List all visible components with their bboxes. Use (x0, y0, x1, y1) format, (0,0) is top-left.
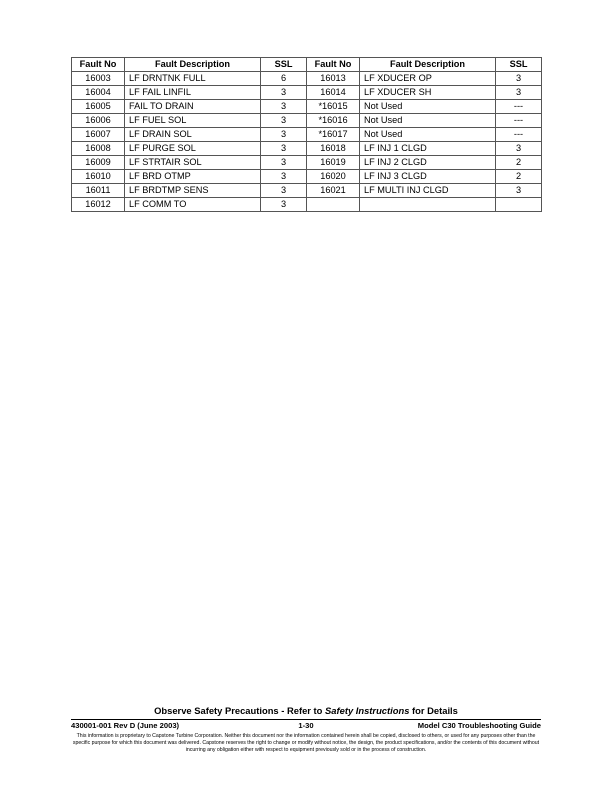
table-row (72, 86, 542, 100)
safety-suffix: for Details (409, 705, 458, 716)
fault-no-cell: 16010 (72, 170, 125, 184)
doc-number: 430001-001 Rev D (June 2003) (71, 721, 180, 730)
ssl-cell: 3 (261, 156, 307, 170)
ssl-cell: 3 (496, 72, 542, 86)
ssl-cell: --- (496, 128, 542, 142)
ssl-cell: 2 (496, 156, 542, 170)
fault-description-cell: LF DRAIN SOL (125, 128, 261, 142)
ssl-cell: 3 (496, 142, 542, 156)
fault-description-cell (360, 198, 496, 212)
ssl-cell: --- (496, 114, 542, 128)
fault-no-cell: 16020 (307, 170, 360, 184)
table-row (72, 198, 542, 212)
fault-no-cell: 16009 (72, 156, 125, 170)
column-header: SSL (496, 58, 542, 72)
fault-description-cell: FAIL TO DRAIN (125, 100, 261, 114)
column-header: Fault No (72, 58, 125, 72)
page-number: 1-30 (298, 721, 314, 730)
fault-description-cell: LF STRTAIR SOL (125, 156, 261, 170)
ssl-cell: 3 (261, 184, 307, 198)
footer-divider (71, 719, 541, 720)
fault-description-cell: LF BRD OTMP (125, 170, 261, 184)
fault-no-cell: 16003 (72, 72, 125, 86)
fault-no-cell: 16007 (72, 128, 125, 142)
fault-description-cell: LF DRNTNK FULL (125, 72, 261, 86)
fault-table-body (72, 72, 542, 212)
fault-no-cell: 16019 (307, 156, 360, 170)
fault-no-cell: *16015 (307, 100, 360, 114)
table-row (72, 100, 542, 114)
fault-no-cell: *16016 (307, 114, 360, 128)
safety-notice (0, 705, 612, 716)
ssl-cell: 3 (261, 142, 307, 156)
fault-no-cell (307, 198, 360, 212)
header-row (72, 58, 542, 72)
fault-description-cell: LF MULTI INJ CLGD (360, 184, 496, 198)
fault-no-cell: 16004 (72, 86, 125, 100)
guide-title: Model C30 Troubleshooting Guide (417, 721, 541, 730)
fault-description-cell: LF XDUCER SH (360, 86, 496, 100)
table-row (72, 156, 542, 170)
table-row (72, 128, 542, 142)
fault-description-cell: LF XDUCER OP (360, 72, 496, 86)
fault-table (71, 57, 542, 212)
safety-prefix: Observe Safety Precautions - Refer to (154, 705, 326, 716)
proprietary-disclaimer: This information is proprietary to Capstone Turbine Corporation. Neither this document nor the information contained herein shall be copied, disclosed to others, or used for any purposes other than the specific purpose for which this document was delivered. Capstone reserves the right to change or modify without notice, the design, the product specifications, and/or the contents of this document without incurring any obligation either with respect to equipment previously sold or in the process of construction. (72, 733, 540, 753)
fault-description-cell: LF FUEL SOL (125, 114, 261, 128)
fault-no-cell: 16006 (72, 114, 125, 128)
ssl-cell (496, 198, 542, 212)
footer-meta (71, 721, 541, 731)
ssl-cell: 3 (261, 170, 307, 184)
fault-no-cell: 16018 (307, 142, 360, 156)
table-row (72, 142, 542, 156)
safety-emphasis: Safety Instructions (325, 705, 410, 716)
table-row (72, 184, 542, 198)
ssl-cell: 3 (261, 86, 307, 100)
fault-description-cell: LF COMM TO (125, 198, 261, 212)
fault-no-cell: 16008 (72, 142, 125, 156)
fault-no-cell: 16011 (72, 184, 125, 198)
ssl-cell: 3 (496, 184, 542, 198)
fault-no-cell: 16013 (307, 72, 360, 86)
fault-description-cell: LF INJ 2 CLGD (360, 156, 496, 170)
fault-description-cell: LF BRDTMP SENS (125, 184, 261, 198)
ssl-cell: 6 (261, 72, 307, 86)
fault-no-cell: 16014 (307, 86, 360, 100)
fault-no-cell: 16021 (307, 184, 360, 198)
fault-description-cell: Not Used (360, 100, 496, 114)
fault-no-cell: *16017 (307, 128, 360, 142)
table-row (72, 72, 542, 86)
ssl-cell: --- (496, 100, 542, 114)
fault-table-header (72, 58, 542, 72)
fault-no-cell: 16012 (72, 198, 125, 212)
fault-description-cell: LF INJ 1 CLGD (360, 142, 496, 156)
fault-no-cell: 16005 (72, 100, 125, 114)
column-header: SSL (261, 58, 307, 72)
fault-description-cell: Not Used (360, 128, 496, 142)
column-header: Fault No (307, 58, 360, 72)
column-header: Fault Description (125, 58, 261, 72)
ssl-cell: 3 (261, 100, 307, 114)
ssl-cell: 3 (496, 86, 542, 100)
fault-description-cell: Not Used (360, 114, 496, 128)
ssl-cell: 2 (496, 170, 542, 184)
ssl-cell: 3 (261, 114, 307, 128)
table-row (72, 114, 542, 128)
ssl-cell: 3 (261, 198, 307, 212)
table-row (72, 170, 542, 184)
fault-description-cell: LF PURGE SOL (125, 142, 261, 156)
fault-description-cell: LF FAIL LINFIL (125, 86, 261, 100)
fault-description-cell: LF INJ 3 CLGD (360, 170, 496, 184)
ssl-cell: 3 (261, 128, 307, 142)
column-header: Fault Description (360, 58, 496, 72)
